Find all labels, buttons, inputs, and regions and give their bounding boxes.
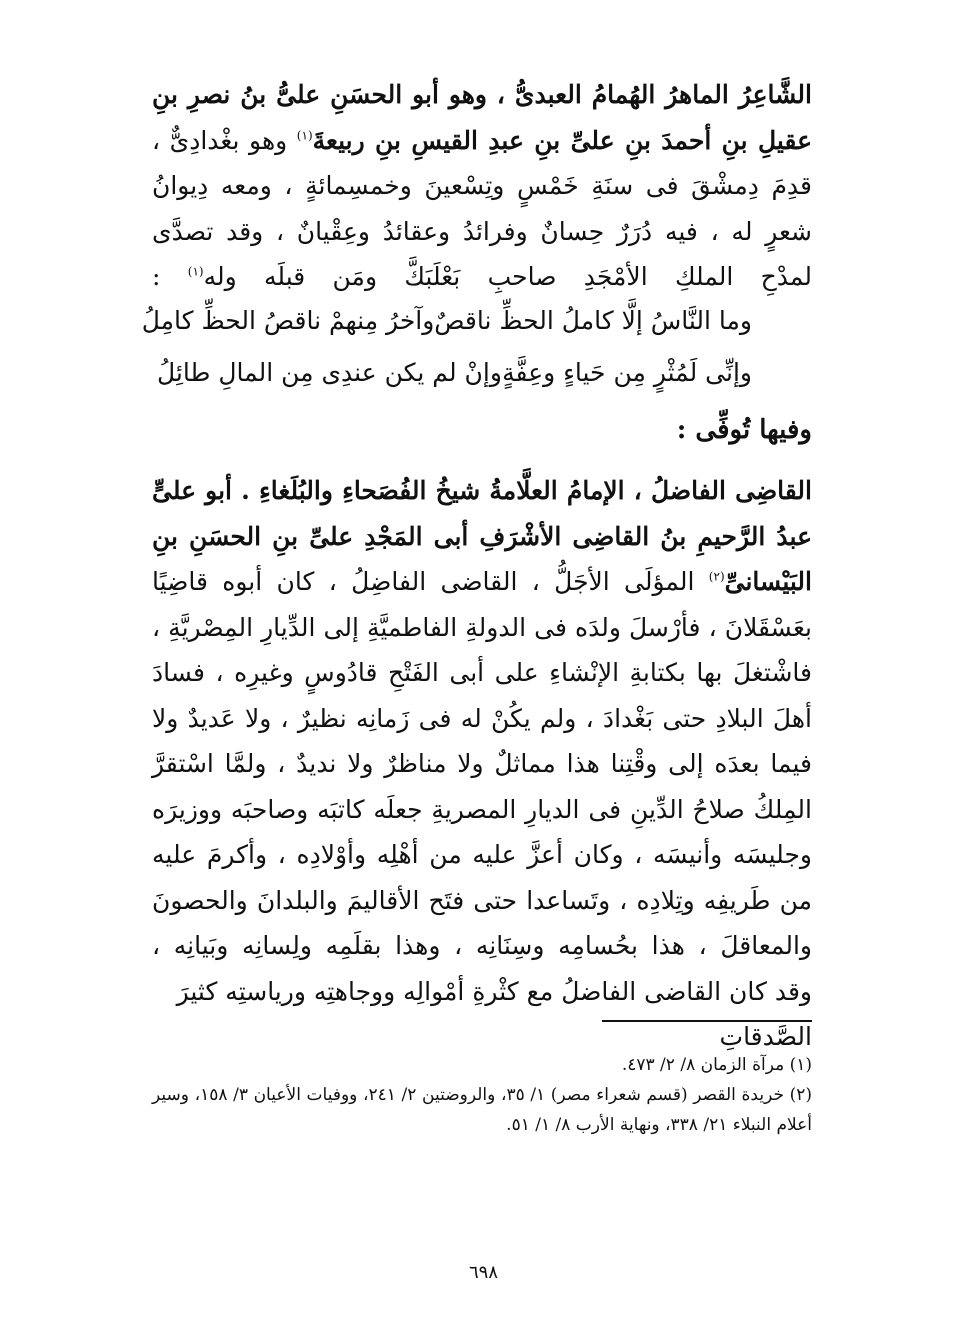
hemistich-first: وما النَّاسُ إلَّا كاملُ الحظِّ ناقصٌ: [434, 306, 752, 335]
footnote-2: (٢) خريدة القصر (قسم شعراء مصر) ١/ ٣٥، والروضتين ٢/ ٢٤١، ووفيات الأعيان ٣/ ١٥٨، وسير أعلام النبلاء ٢١/ ٣٣٨، ونهاية الأرب ٨/ ١/ ٥١.: [152, 1085, 812, 1135]
poem-verse: [141, 295, 752, 347]
footnote-ref-1[interactable]: (١): [296, 128, 313, 143]
footnote-separator: [602, 1020, 812, 1022]
paragraph-qadi-bio: [152, 468, 812, 1060]
poet-bio-colon: :: [152, 262, 188, 291]
footnote-ref-2[interactable]: (٢): [708, 569, 725, 584]
qadi-bio-text: المؤلَى الأجَلُّ ، القاضى الفاضِلُ ، كان أبوه قاضِيًا بعَسْقَلانَ ، فأرْسلَ ولدَه فى الدولةِ الفاطميَّةِ إلى الدِّيارِ المِصْريَّةِ ، فاشْتغلَ بها بكتابةِ الإنْشاءِ على أبى الفَتْحِ قادُوسٍ وغيرِه ، فسادَ أهلَ البلادِ حتى بَغْدادَ ، ولم يكُنْ له فى زَمانِه نظيرٌ ، ولا عَديدٌ ولا فيما بعدَه إلى وقْتِنا هذا مماثلٌ ولا مناظرٌ ولا نديدٌ ، ولمَّا اسْتقرَّ المِلكُ صلاحُ الدِّينِ فى الديارِ المصريةِ جعلَه كاتبَه وصاحبَه ووزيرَه وجليسَه وأنيسَه ، وكان أعزَّ عليه من أهْلِه وأوْلادِه ، وأكرمَ عليه من طَريفِه وتِلادِه ، وتَساعدا حتى فتَح الأقاليمَ والبلدانَ والحصونَ والمعاقلَ ، هذا بحُسامِه وسِنَانِه ، وهذا بقلَمِه ولِسانِه وبَيانِه ،: [152, 567, 812, 960]
poet-name: الشَّاعِرُ الماهرُ الهُمامُ العبدىُّ ، وهو أبو الحسَنِ علىُّ بنُ نصرِ بنِ عقيلِ بنِ أحمدَ بنِ علىِّ بنِ عبدِ القيسِ بنِ ربيعةَ: [152, 80, 812, 155]
footnote-1: (١) مرآة الزمان ٨/ ٢/ ٤٧٣.: [621, 1055, 812, 1075]
footnote-ref-1b[interactable]: (١): [187, 264, 204, 279]
hemistich-second: وإنْ لم يكن عندِى مِن المالِ طائِلُ: [157, 358, 502, 387]
footnotes: [152, 1050, 812, 1140]
section-heading: وفيها تُوفِّى :: [676, 415, 812, 445]
hemistich-second: وآخرُ مِنهمْ ناقصُ الحظِّ كامِلُ: [141, 306, 435, 335]
qadi-bio-last-line: وقد كان القاضى الفاضلُ مع كثْرةِ أمْوالِه ووجاهتِه ورياستِه كثيرَ الصَّدقاتِ: [176, 976, 812, 1051]
poem-verse: [157, 347, 752, 399]
poem: [141, 295, 752, 399]
page-number: ٦٩٨: [468, 1262, 498, 1283]
paragraph-poet-bio: [152, 72, 812, 300]
qadi-name: القاضِى الفاضلُ ، الإمامُ العلَّامةُ شيخُ الفُصَحاءِ والبُلَغاءِ . أبو علىٍّ عبدُ الرَّحيمِ بنُ القاضِى الأشْرَفِ أبى المَجْدِ علىِّ بنِ الحسَنِ بنِ البَيْسانىِّ: [152, 476, 812, 596]
poet-bio-text: وهو بغْدادِىٌّ ، قدِمَ دِمشْقَ فى سنَةِ خَمْسٍ وتِسْعينَ وخمسِمائةٍ ، ومعه دِيوانُ شعرٍ له ، فيه دُرَرٌ حِسانٌ وفرائدُ وعقائدُ وعِقْيانٌ ، وقد تصدَّى لمدْحِ الملكِ الأمْجَدِ صاحبِ بَعْلَبَكَّ ومَن قبلَه وله: [152, 125, 812, 291]
hemistich-first: وإنِّى لَمُثْرٍ مِن حَياءٍ وعِفَّةٍ: [502, 358, 752, 387]
